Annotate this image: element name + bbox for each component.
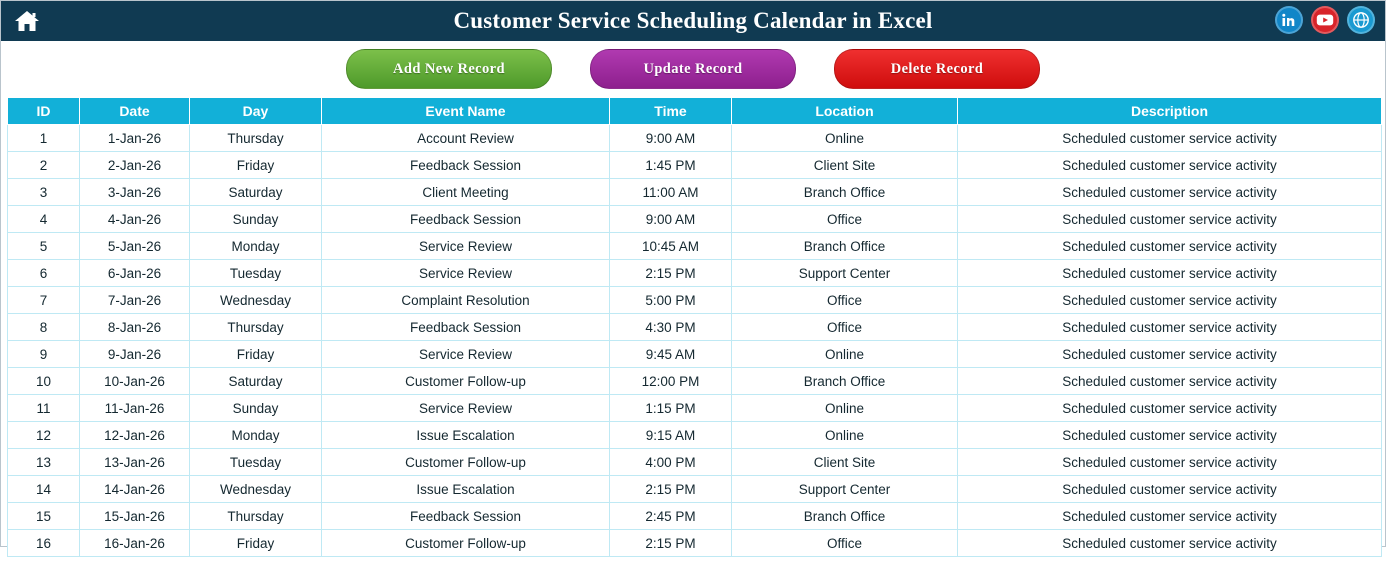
cell-description[interactable]: Scheduled customer service activity	[958, 233, 1382, 260]
cell-time[interactable]: 9:45 AM	[610, 341, 732, 368]
cell-description[interactable]: Scheduled customer service activity	[958, 206, 1382, 233]
cell-event-name[interactable]: Service Review	[322, 260, 610, 287]
cell-time[interactable]: 2:45 PM	[610, 503, 732, 530]
cell-id[interactable]: 3	[8, 179, 80, 206]
delete-record-button[interactable]: Delete Record	[834, 49, 1040, 89]
table-row[interactable]	[8, 395, 1382, 422]
cell-date[interactable]: 9-Jan-26	[80, 341, 190, 368]
table-row[interactable]	[8, 206, 1382, 233]
cell-location[interactable]: Branch Office	[732, 503, 958, 530]
column-header-time[interactable]: Time	[610, 98, 732, 125]
cell-day[interactable]: Wednesday	[190, 287, 322, 314]
header-bar	[1, 1, 1385, 41]
cell-description[interactable]: Scheduled customer service activity	[958, 368, 1382, 395]
cell-date[interactable]: 13-Jan-26	[80, 449, 190, 476]
cell-id[interactable]: 11	[8, 395, 80, 422]
cell-day[interactable]: Monday	[190, 233, 322, 260]
cell-location[interactable]: Online	[732, 125, 958, 152]
cell-time[interactable]: 9:00 AM	[610, 125, 732, 152]
cell-description[interactable]: Scheduled customer service activity	[958, 260, 1382, 287]
cell-event-name[interactable]: Customer Follow-up	[322, 368, 610, 395]
cell-date[interactable]: 2-Jan-26	[80, 152, 190, 179]
action-toolbar	[1, 41, 1385, 97]
cell-description[interactable]: Scheduled customer service activity	[958, 530, 1382, 557]
cell-event-name[interactable]: Feedback Session	[322, 314, 610, 341]
cell-description[interactable]: Scheduled customer service activity	[958, 287, 1382, 314]
cell-event-name[interactable]: Service Review	[322, 341, 610, 368]
cell-id[interactable]: 9	[8, 341, 80, 368]
cell-date[interactable]: 16-Jan-26	[80, 530, 190, 557]
cell-event-name[interactable]: Customer Follow-up	[322, 449, 610, 476]
table-row[interactable]	[8, 422, 1382, 449]
table-row[interactable]	[8, 125, 1382, 152]
table-row[interactable]	[8, 179, 1382, 206]
cell-id[interactable]: 1	[8, 125, 80, 152]
column-header-day[interactable]: Day	[190, 98, 322, 125]
cell-event-name[interactable]: Issue Escalation	[322, 476, 610, 503]
column-header-description[interactable]: Description	[958, 98, 1382, 125]
cell-location[interactable]: Branch Office	[732, 233, 958, 260]
cell-event-name[interactable]: Client Meeting	[322, 179, 610, 206]
table-row[interactable]	[8, 503, 1382, 530]
cell-time[interactable]: 5:00 PM	[610, 287, 732, 314]
bottom-strip	[1, 557, 1385, 573]
cell-day[interactable]: Friday	[190, 341, 322, 368]
cell-description[interactable]: Scheduled customer service activity	[958, 395, 1382, 422]
table-row[interactable]	[8, 341, 1382, 368]
records-table	[7, 97, 1382, 557]
cell-location[interactable]: Online	[732, 422, 958, 449]
cell-location[interactable]: Client Site	[732, 449, 958, 476]
table-row[interactable]	[8, 287, 1382, 314]
table-body	[8, 125, 1382, 557]
cell-event-name[interactable]: Feedback Session	[322, 503, 610, 530]
cell-event-name[interactable]: Service Review	[322, 233, 610, 260]
records-table-container	[7, 97, 1379, 557]
page-title: Customer Service Scheduling Calendar in Excel	[453, 8, 933, 33]
cell-location[interactable]: Support Center	[732, 476, 958, 503]
cell-id[interactable]: 6	[8, 260, 80, 287]
table-row[interactable]	[8, 368, 1382, 395]
cell-description[interactable]: Scheduled customer service activity	[958, 449, 1382, 476]
cell-id[interactable]: 10	[8, 368, 80, 395]
cell-day[interactable]: Saturday	[190, 368, 322, 395]
table-row[interactable]	[8, 233, 1382, 260]
cell-time[interactable]: 9:00 AM	[610, 206, 732, 233]
table-row[interactable]	[8, 449, 1382, 476]
cell-date[interactable]: 14-Jan-26	[80, 476, 190, 503]
table-header-row	[8, 98, 1382, 125]
cell-id[interactable]: 5	[8, 233, 80, 260]
linkedin-icon[interactable]	[1275, 6, 1303, 34]
column-header-location[interactable]: Location	[732, 98, 958, 125]
cell-time[interactable]: 4:00 PM	[610, 449, 732, 476]
column-header-date[interactable]: Date	[80, 98, 190, 125]
cell-id[interactable]: 16	[8, 530, 80, 557]
cell-event-name[interactable]: Account Review	[322, 125, 610, 152]
cell-description[interactable]: Scheduled customer service activity	[958, 422, 1382, 449]
cell-date[interactable]: 1-Jan-26	[80, 125, 190, 152]
cell-location[interactable]: Branch Office	[732, 368, 958, 395]
cell-event-name[interactable]: Customer Follow-up	[322, 530, 610, 557]
cell-time[interactable]: 12:00 PM	[610, 368, 732, 395]
cell-date[interactable]: 12-Jan-26	[80, 422, 190, 449]
cell-id[interactable]: 14	[8, 476, 80, 503]
cell-description[interactable]: Scheduled customer service activity	[958, 179, 1382, 206]
cell-id[interactable]: 8	[8, 314, 80, 341]
cell-time[interactable]: 2:15 PM	[610, 530, 732, 557]
cell-location[interactable]: Office	[732, 287, 958, 314]
cell-description[interactable]: Scheduled customer service activity	[958, 314, 1382, 341]
cell-location[interactable]: Online	[732, 341, 958, 368]
cell-day[interactable]: Sunday	[190, 395, 322, 422]
cell-id[interactable]: 7	[8, 287, 80, 314]
cell-day[interactable]: Wednesday	[190, 476, 322, 503]
column-header-event-name[interactable]: Event Name	[322, 98, 610, 125]
cell-event-name[interactable]: Complaint Resolution	[322, 287, 610, 314]
cell-time[interactable]: 10:45 AM	[610, 233, 732, 260]
cell-location[interactable]: Client Site	[732, 152, 958, 179]
cell-day[interactable]: Saturday	[190, 179, 322, 206]
table-row[interactable]	[8, 476, 1382, 503]
cell-time[interactable]: 11:00 AM	[610, 179, 732, 206]
cell-time[interactable]: 2:15 PM	[610, 260, 732, 287]
cell-date[interactable]: 8-Jan-26	[80, 314, 190, 341]
cell-description[interactable]: Scheduled customer service activity	[958, 476, 1382, 503]
cell-id[interactable]: 4	[8, 206, 80, 233]
cell-day[interactable]: Tuesday	[190, 260, 322, 287]
cell-day[interactable]: Friday	[190, 530, 322, 557]
youtube-icon[interactable]	[1311, 6, 1339, 34]
cell-location[interactable]: Online	[732, 395, 958, 422]
cell-location[interactable]: Support Center	[732, 260, 958, 287]
table-row[interactable]	[8, 152, 1382, 179]
cell-day[interactable]: Tuesday	[190, 449, 322, 476]
cell-time[interactable]: 9:15 AM	[610, 422, 732, 449]
cell-description[interactable]: Scheduled customer service activity	[958, 152, 1382, 179]
cell-description[interactable]: Scheduled customer service activity	[958, 125, 1382, 152]
cell-location[interactable]: Office	[732, 314, 958, 341]
cell-event-name[interactable]: Issue Escalation	[322, 422, 610, 449]
cell-day[interactable]: Sunday	[190, 206, 322, 233]
cell-date[interactable]: 4-Jan-26	[80, 206, 190, 233]
cell-day[interactable]: Thursday	[190, 503, 322, 530]
cell-day[interactable]: Monday	[190, 422, 322, 449]
add-new-record-button[interactable]: Add New Record	[346, 49, 552, 89]
social-links	[1275, 6, 1375, 34]
table-row[interactable]	[8, 260, 1382, 287]
cell-id[interactable]: 12	[8, 422, 80, 449]
cell-date[interactable]: 10-Jan-26	[80, 368, 190, 395]
cell-location[interactable]: Office	[732, 530, 958, 557]
cell-day[interactable]: Friday	[190, 152, 322, 179]
cell-id[interactable]: 15	[8, 503, 80, 530]
cell-date[interactable]: 15-Jan-26	[80, 503, 190, 530]
cell-date[interactable]: 11-Jan-26	[80, 395, 190, 422]
cell-description[interactable]: Scheduled customer service activity	[958, 503, 1382, 530]
cell-day[interactable]: Thursday	[190, 314, 322, 341]
cell-id[interactable]: 2	[8, 152, 80, 179]
cell-time[interactable]: 1:15 PM	[610, 395, 732, 422]
cell-date[interactable]: 3-Jan-26	[80, 179, 190, 206]
cell-location[interactable]: Office	[732, 206, 958, 233]
column-header-id[interactable]: ID	[8, 98, 80, 125]
cell-date[interactable]: 6-Jan-26	[80, 260, 190, 287]
cell-event-name[interactable]: Feedback Session	[322, 152, 610, 179]
cell-event-name[interactable]: Service Review	[322, 395, 610, 422]
website-icon[interactable]	[1347, 6, 1375, 34]
cell-date[interactable]: 5-Jan-26	[80, 233, 190, 260]
cell-time[interactable]: 1:45 PM	[610, 152, 732, 179]
cell-event-name[interactable]: Feedback Session	[322, 206, 610, 233]
home-icon[interactable]	[7, 1, 47, 41]
cell-description[interactable]: Scheduled customer service activity	[958, 341, 1382, 368]
cell-location[interactable]: Branch Office	[732, 179, 958, 206]
cell-id[interactable]: 13	[8, 449, 80, 476]
update-record-button[interactable]: Update Record	[590, 49, 796, 89]
table-header	[8, 98, 1382, 125]
cell-date[interactable]: 7-Jan-26	[80, 287, 190, 314]
cell-time[interactable]: 4:30 PM	[610, 314, 732, 341]
cell-day[interactable]: Thursday	[190, 125, 322, 152]
table-row[interactable]	[8, 530, 1382, 557]
cell-time[interactable]: 2:15 PM	[610, 476, 732, 503]
table-row[interactable]	[8, 314, 1382, 341]
